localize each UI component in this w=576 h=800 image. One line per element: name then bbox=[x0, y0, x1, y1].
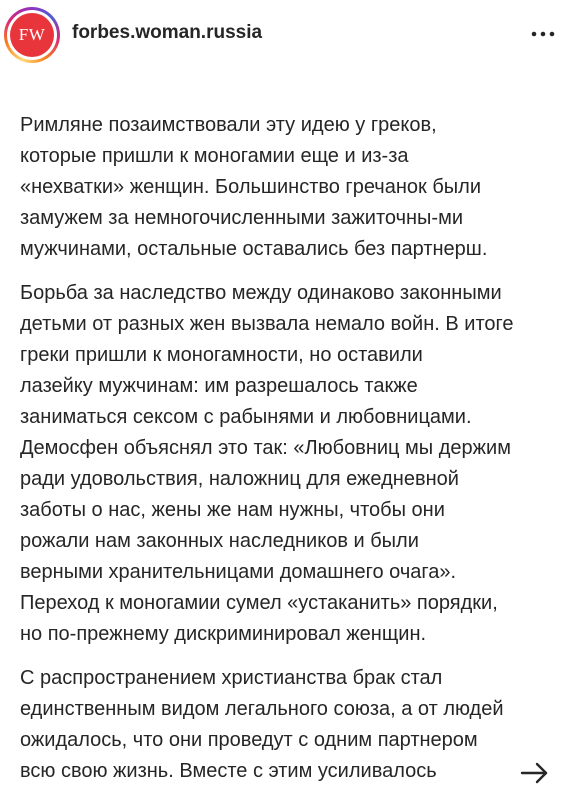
text-line: «нехватки» женщин. Большинство гречанок были bbox=[20, 176, 481, 198]
text-line: греки пришли к моногамности, но оставили bbox=[20, 344, 423, 366]
avatar-initials: FW bbox=[18, 25, 46, 44]
text-line: заниматься сексом с рабынями и любовницами. bbox=[20, 406, 472, 428]
text-line: верными хранительницами домашнего очага». bbox=[20, 561, 457, 583]
text-line: заботы о нас, жены же нам нужны, чтобы они bbox=[20, 499, 445, 521]
text-line: Переход к моногамии сумел «устаканить» порядки, bbox=[20, 592, 498, 614]
text-line: ожидалось, что они проведут с одним партнером bbox=[20, 729, 478, 751]
text-line: ради удовольствия, наложниц для ежедневной bbox=[20, 468, 459, 490]
text-line: Демосфен объяснял это так: «Любовниц мы держим bbox=[20, 437, 511, 459]
text-line: которые пришли к моногамии еще и из-за bbox=[20, 145, 409, 167]
text-line: мужчинами, остальные оставались без партнерш. bbox=[20, 238, 488, 260]
arrow-right-icon bbox=[520, 760, 550, 786]
text-line: всю свою жизнь. Вместе с этим усиливалось bbox=[20, 760, 437, 782]
text-line: Борьба за наследство между одинаково законными bbox=[20, 282, 502, 304]
username-link[interactable]: forbes.woman.russia bbox=[72, 22, 263, 43]
text-line: но по-прежнему дискриминировал женщин. bbox=[20, 623, 427, 645]
post-header bbox=[0, 0, 576, 72]
story-ring[interactable] bbox=[4, 7, 60, 63]
avatar[interactable] bbox=[10, 13, 54, 57]
next-slide-button[interactable] bbox=[520, 760, 550, 786]
text-line: детьми от разных жен вызвала немало войн. В итоге bbox=[20, 313, 514, 335]
paragraph-3 bbox=[20, 663, 560, 787]
post-text bbox=[20, 110, 560, 800]
text-line: единственным видом легального союза, а от людей bbox=[20, 698, 504, 720]
paragraph-2 bbox=[20, 278, 560, 650]
text-line: замужем за немногочисленными зажиточны-ми bbox=[20, 207, 463, 229]
more-options-button[interactable] bbox=[528, 22, 558, 46]
text-line: лазейку мужчинам: им разрешалось также bbox=[20, 375, 418, 397]
paragraph-1 bbox=[20, 110, 560, 265]
text-line: С распространением христианства брак стал bbox=[20, 667, 443, 689]
text-line: рожали нам законных наследников и были bbox=[20, 530, 419, 552]
avatar-ring-gap bbox=[7, 10, 57, 60]
text-line: Римляне позаимствовали эту идею у греков, bbox=[20, 114, 437, 136]
more-horizontal-icon bbox=[531, 31, 555, 37]
